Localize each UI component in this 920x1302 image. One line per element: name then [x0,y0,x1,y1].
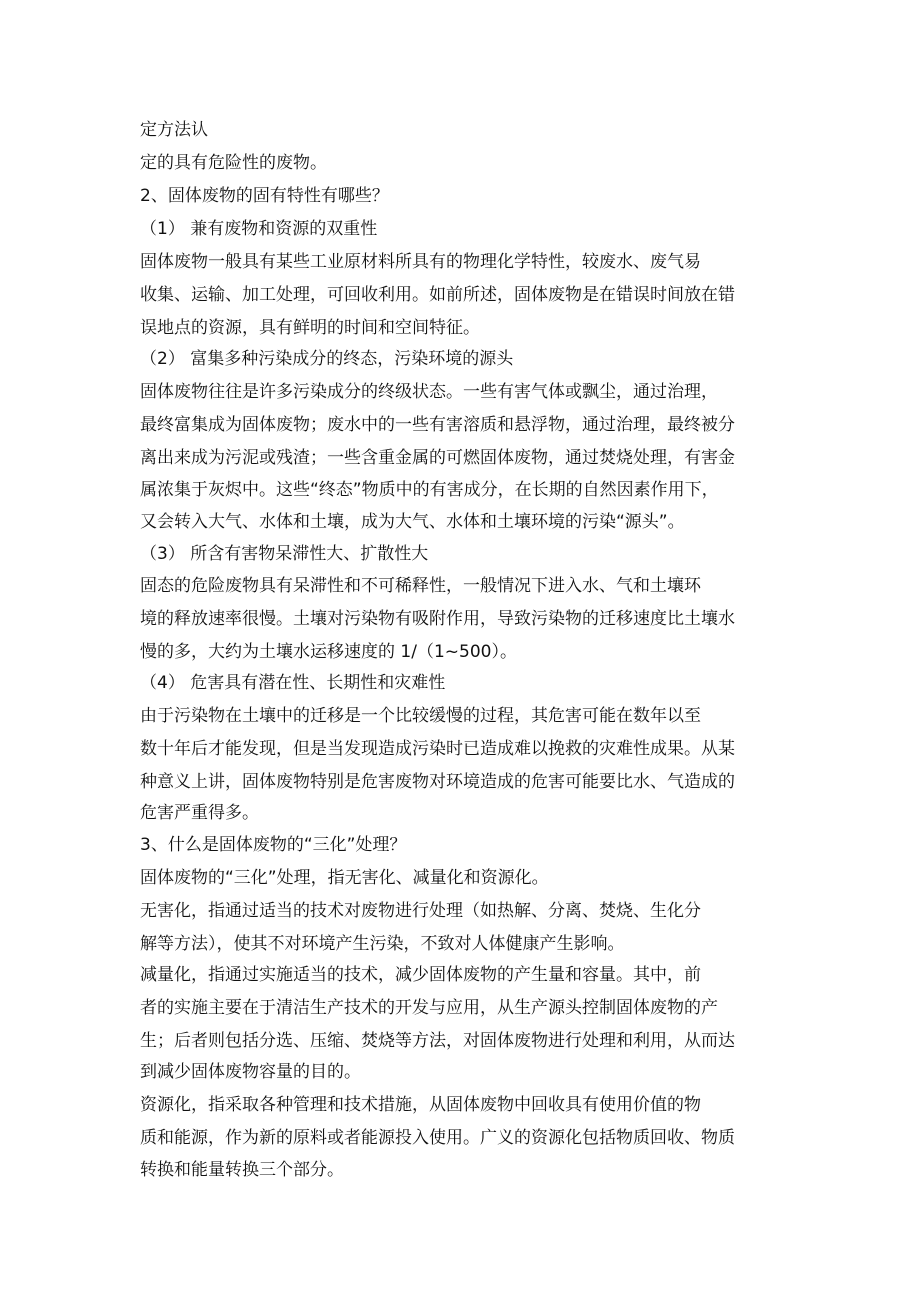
subsection-heading: （1） 兼有废物和资源的双重性 [140,219,378,239]
text-line: 由于污染物在土壤中的迁移是一个比较缓慢的过程，其危害可能在数年以至 [140,706,701,726]
text-line: 固体废物一般具有某些工业原材料所具有的物理化学特性，较废水、废气易 [140,252,701,272]
text-line: 无害化，指通过适当的技术对废物进行处理（如热解、分离、焚烧、生化分 [140,901,701,921]
text-line: 固态的危险废物具有呆滞性和不可稀释性，一般情况下进入水、气和土壤环 [140,576,701,596]
text-line: 种意义上讲，固体废物特别是危害废物对环境造成的危害可能要比水、气造成的 [140,772,735,792]
text-line: 固体废物的“三化”处理，指无害化、减量化和资源化。 [140,868,549,888]
text-line: 定方法认 [140,120,208,140]
text-line: 减量化，指通过实施适当的技术，减少固体废物的产生量和容量。其中，前 [140,965,701,985]
section-heading: 3、什么是固体废物的“三化”处理？ [140,835,407,855]
text-line: 资源化，指采取各种管理和技术措施，从固体废物中回收具有使用价值的物 [140,1095,701,1115]
text-line: 到减少固体废物容量的目的。 [140,1062,361,1082]
text-line: 定的具有危险性的废物。 [140,153,327,173]
text-line: 收集、运输、加工处理，可回收利用。如前所述，固体废物是在错误时间放在错 [140,285,735,305]
text-line: 属浓集于灰烬中。这些“终态”物质中的有害成分，在长期的自然因素作用下， [140,480,719,500]
text-line: 境的释放速率很慢。土壤对污染物有吸附作用，导致污染物的迁移速度比土壤水 [140,609,735,629]
text-line: 解等方法），使其不对环境产生污染，不致对人体健康产生影响。 [140,934,625,954]
text-line: 质和能源，作为新的原料或者能源投入使用。广义的资源化包括物质回收、物质 [140,1128,735,1148]
text-line: 慢的多，大约为土壤水运移速度的 1/（1~500）。 [140,642,517,662]
text-line: 者的实施主要在于清洁生产技术的开发与应用，从生产源头控制固体废物的产 [140,998,718,1018]
text-line: 生；后者则包括分选、压缩、焚烧等方法，对固体废物进行处理和利用，从而达 [140,1031,735,1051]
text-line: 离出来成为污泥或残渣；一些含重金属的可燃固体废物，通过焚烧处理，有害金 [140,448,735,468]
text-line: 转换和能量转换三个部分。 [140,1160,344,1180]
text-line: 危害严重得多。 [140,803,259,823]
text-line: 又会转入大气、水体和土壤，成为大气、水体和土壤环境的污染“源头”。 [140,512,685,532]
text-line: 固体废物往往是许多污染成分的终级状态。一些有害气体或飘尘，通过治理， [140,382,718,402]
section-heading: 2、固体废物的固有特性有哪些？ [140,186,389,206]
text-line: 误地点的资源，具有鲜明的时间和空间特征。 [140,318,480,338]
subsection-heading: （2） 富集多种污染成分的终态，污染环境的源头 [140,349,514,369]
subsection-heading: （3） 所含有害物呆滞性大、扩散性大 [140,544,429,564]
subsection-heading: （4） 危害具有潜在性、长期性和灾难性 [140,673,446,693]
text-line: 最终富集成为固体废物；废水中的一些有害溶质和悬浮物，通过治理，最终被分 [140,415,735,435]
text-line: 数十年后才能发现，但是当发现造成污染时已造成难以挽救的灾难性成果。从某 [140,739,735,759]
